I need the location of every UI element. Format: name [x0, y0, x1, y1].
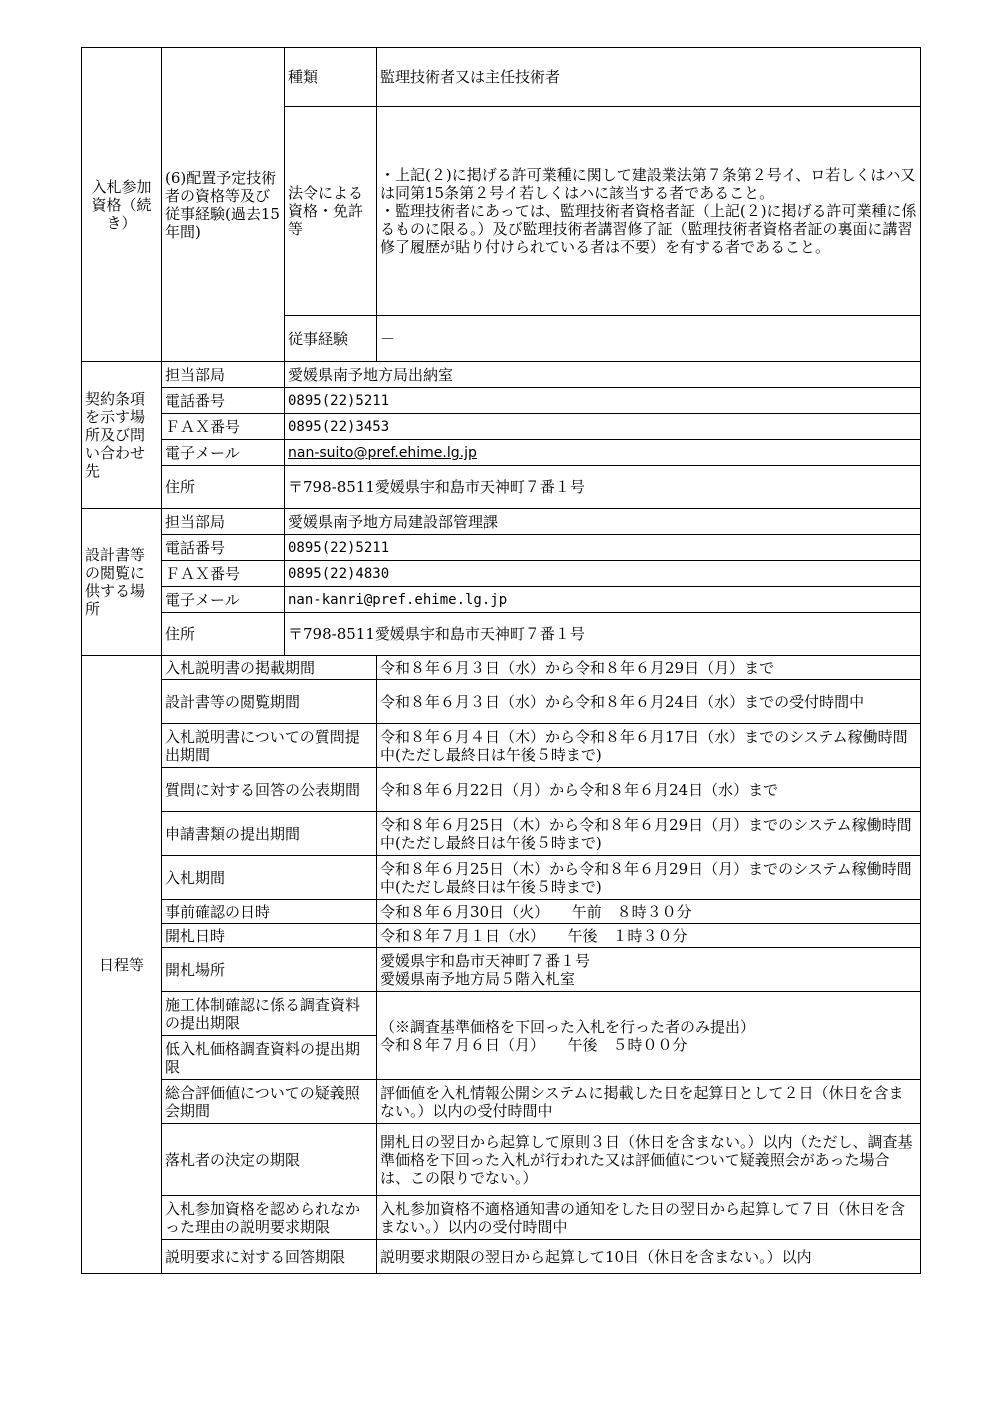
schedule-label: 開札場所: [162, 948, 377, 992]
table-row: [82, 948, 921, 992]
table-row: [82, 1080, 921, 1124]
contract-email-link[interactable]: nan-suito@pref.ehime.lg.jp: [288, 445, 477, 461]
table-row: [82, 388, 921, 414]
contract-tel-label: 電話番号: [162, 388, 285, 414]
bid-notice-table: [81, 47, 921, 1274]
schedule-label: 開札日時: [162, 924, 377, 948]
schedule-label: 入札期間: [162, 856, 377, 900]
schedule-value: 入札参加資格不適格通知書の通知をした日の翌日から起算して７日（休日を含まない。）以内の受付時間中: [377, 1196, 921, 1240]
schedule-value: 令和８年６月４日（木）から令和８年６月17日（水）までのシステム稼働時間中(ただし最終日は午後５時まで): [377, 724, 921, 768]
table-row: [82, 561, 921, 587]
schedule-label: 事前確認の日時: [162, 900, 377, 924]
table-row: [82, 613, 921, 656]
schedule-value: 令和８年６月３日（水）から令和８年６月24日（水）までの受付時間中: [377, 680, 921, 724]
schedule-value: 説明要求期限の翌日から起算して10日（休日を含まない。）以内: [377, 1240, 921, 1274]
table-row: [82, 900, 921, 924]
table-row: [82, 1196, 921, 1240]
schedule-label: 入札説明書についての質問提出期間: [162, 724, 377, 768]
license-label: 法令による資格・免許等: [285, 107, 377, 316]
contract-dept-label: 担当部局: [162, 362, 285, 388]
table-row: [82, 414, 921, 440]
contract-fax-label: ＦＡＸ番号: [162, 414, 285, 440]
schedule-value: 令和８年７月１日（水） 午後 １時３０分: [377, 924, 921, 948]
schedule-label: 総合評価値についての疑義照会期間: [162, 1080, 377, 1124]
experience-label: 従事経験: [285, 316, 377, 362]
survey-label-construction: 施工体制確認に係る調査資料の提出期限: [162, 992, 377, 1036]
schedule-label: 質問に対する回答の公表期間: [162, 768, 377, 812]
table-row: [82, 856, 921, 900]
design-fax-value: 0895(22)4830: [285, 561, 921, 587]
design-dept-label: 担当部局: [162, 509, 285, 535]
schedule-value: 評価値を入札情報公開システムに掲載した日を起算日として２日（休日を含まない。）以内の受付時間中: [377, 1080, 921, 1124]
design-address-label: 住所: [162, 613, 285, 656]
qualification-subsection-label: (6)配置予定技術者の資格等及び従事経験(過去15年間): [162, 48, 285, 362]
design-dept-value: 愛媛県南予地方局建設部管理課: [285, 509, 921, 535]
schedule-value: 令和８年６月25日（木）から令和８年６月29日（月）までのシステム稼働時間中(ただし最終日は午後５時まで): [377, 856, 921, 900]
schedule-value: 愛媛県宇和島市天神町７番１号 愛媛県南予地方局５階入札室: [377, 948, 921, 992]
design-email-value: nan-kanri@pref.ehime.lg.jp: [285, 587, 921, 613]
table-row: [82, 362, 921, 388]
schedule-label: 設計書等の閲覧期間: [162, 680, 377, 724]
table-row: [82, 1240, 921, 1274]
table-row: [82, 440, 921, 466]
contract-contact-section-label: 契約条項を示す場所及び問い合わせ先: [82, 362, 162, 509]
kind-label: 種類: [285, 48, 377, 107]
table-row: [82, 48, 921, 107]
table-row: [82, 992, 921, 1036]
schedule-value: 令和８年６月３日（水）から令和８年６月29日（月）まで: [377, 656, 921, 680]
license-value: ・上記(２)に掲げる許可業種に関して建設業法第７条第２号イ、ロ若しくはハ又は同第15条第２号イ若しくはハに該当する者であること。 ・監理技術者にあっては、監理技術者資格者証（上記(２)に掲げる許可業種に係るものに限る。）及び監理技術者講習修了証（監理技術者資格者証の裏面に講習修了履歴が貼り付けられている者は不要）を有する者であること。: [377, 107, 921, 316]
contract-email-cell: [285, 440, 921, 466]
schedule-label: 申請書類の提出期間: [162, 812, 377, 856]
design-fax-label: ＦＡＸ番号: [162, 561, 285, 587]
table-row: [82, 680, 921, 724]
survey-label-low-bid: 低入札価格調査資料の提出期限: [162, 1036, 377, 1080]
table-row: [82, 509, 921, 535]
schedule-value: 令和８年６月22日（月）から令和８年６月24日（水）まで: [377, 768, 921, 812]
contract-address-label: 住所: [162, 466, 285, 509]
table-row: [82, 924, 921, 948]
qualification-section-label: 入札参加資格（続き）: [82, 48, 162, 362]
schedule-label: 落札者の決定の期限: [162, 1124, 377, 1196]
table-row: [82, 656, 921, 680]
contract-email-label: 電子メール: [162, 440, 285, 466]
design-tel-value: 0895(22)5211: [285, 535, 921, 561]
table-row: [82, 724, 921, 768]
schedule-value: 令和８年６月25日（木）から令和８年６月29日（月）までのシステム稼働時間中(ただし最終日は午後５時まで): [377, 812, 921, 856]
experience-value: －: [377, 316, 921, 362]
survey-deadline-value: （※調査基準価格を下回った入札を行った者のみ提出） 令和８年７月６日（月） 午後 ５時００分: [377, 992, 921, 1080]
table-row: [82, 1124, 921, 1196]
schedule-section-label: 日程等: [82, 656, 162, 1274]
kind-value: 監理技術者又は主任技術者: [377, 48, 921, 107]
schedule-label: 説明要求に対する回答期限: [162, 1240, 377, 1274]
design-docs-section-label: 設計書等の閲覧に供する場所: [82, 509, 162, 656]
schedule-label: 入札参加資格を認められなかった理由の説明要求期限: [162, 1196, 377, 1240]
table-row: [82, 535, 921, 561]
design-email-label: 電子メール: [162, 587, 285, 613]
table-row: [82, 768, 921, 812]
schedule-label: 入札説明書の掲載期間: [162, 656, 377, 680]
table-row: [82, 587, 921, 613]
schedule-value: 開札日の翌日から起算して原則３日（休日を含まない。）以内（ただし、調査基準価格を下回った入札が行われた又は評価値について疑義照会があった場合は、この限りでない。）: [377, 1124, 921, 1196]
contract-fax-value: 0895(22)3453: [285, 414, 921, 440]
table-row: [82, 466, 921, 509]
table-row: [82, 812, 921, 856]
contract-dept-value: 愛媛県南予地方局出納室: [285, 362, 921, 388]
design-address-value: 〒798-8511愛媛県宇和島市天神町７番１号: [285, 613, 921, 656]
schedule-value: 令和８年６月30日（火） 午前 ８時３０分: [377, 900, 921, 924]
design-tel-label: 電話番号: [162, 535, 285, 561]
contract-tel-value: 0895(22)5211: [285, 388, 921, 414]
contract-address-value: 〒798-8511愛媛県宇和島市天神町７番１号: [285, 466, 921, 509]
